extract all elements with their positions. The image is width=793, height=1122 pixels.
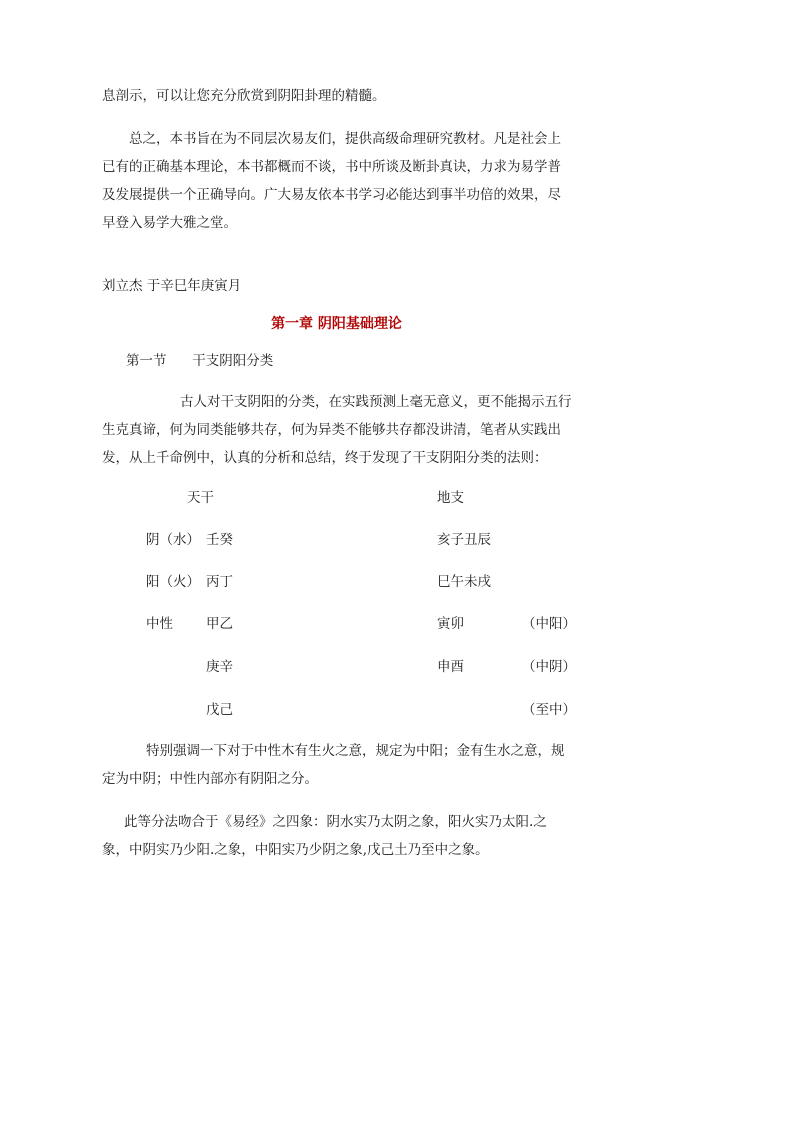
row-tiangan: 丙丁 bbox=[206, 574, 233, 590]
sixiang-paragraph: 此等分法吻合于《易经》之四象：阴水实乃太阴之象，阳火实乃太阳.之象，中阴实乃少阳.之象，中阳实乃少阴之象,戊己土乃至中之象。 bbox=[102, 814, 547, 858]
row-tiangan: 甲乙 bbox=[206, 616, 233, 632]
row-category: 中性 bbox=[146, 616, 173, 632]
author-signature: 刘立杰 于辛巳年庚寅月 bbox=[102, 278, 242, 294]
row-dizhi: 巳午未戌 bbox=[437, 574, 491, 590]
row-category: 阳（火） bbox=[146, 574, 200, 590]
emphasis-paragraph: 特别强调一下对于中性木有生火之意，规定为中阳；金有生水之意，规定为中阴；中性内部亦有阴阳之分。 bbox=[102, 743, 565, 787]
intro-line: 息剖示，可以让您充分欣赏到阴阳卦理的精髓。 bbox=[102, 88, 386, 104]
row-note: （至中） bbox=[522, 702, 576, 718]
section-title: 第一节 干支阴阳分类 bbox=[126, 353, 274, 369]
row-dizhi: 寅卯 bbox=[437, 616, 464, 632]
row-tiangan: 壬癸 bbox=[206, 532, 233, 548]
row-dizhi: 申酉 bbox=[437, 659, 464, 675]
chapter-title: 第一章 阴阳基础理论 bbox=[271, 316, 402, 332]
row-note: （中阳） bbox=[522, 616, 576, 632]
row-dizhi: 亥子丑辰 bbox=[437, 532, 491, 548]
row-note: （中阴） bbox=[522, 659, 576, 675]
row-tiangan: 戊己 bbox=[206, 702, 233, 718]
table-header-tiangan: 天干 bbox=[187, 490, 214, 506]
table-header-dizhi: 地支 bbox=[437, 490, 464, 506]
summary-paragraph: 总之，本书旨在为不同层次易友们，提供高级命理研究教材。凡是社会上已有的正确基本理论，本书都概而不谈，书中所谈及断卦真诀，力求为易学普及发展提供一个正确导向。广大易友依本书学习必能达到事半功倍的效果，尽早登入易学大雅之堂。 bbox=[102, 131, 561, 231]
row-category: 阴（水） bbox=[146, 532, 200, 548]
row-tiangan: 庚辛 bbox=[206, 659, 233, 675]
classification-intro-paragraph: 古人对干支阴阳的分类，在实践预测上毫无意义，更不能揭示五行生克真谛，何为同类能够共存，何为异类不能够共存都没讲清，笔者从实践出发，从上千命例中，认真的分析和总结，终于发现了干支阴阳分类的法则： bbox=[102, 394, 572, 466]
